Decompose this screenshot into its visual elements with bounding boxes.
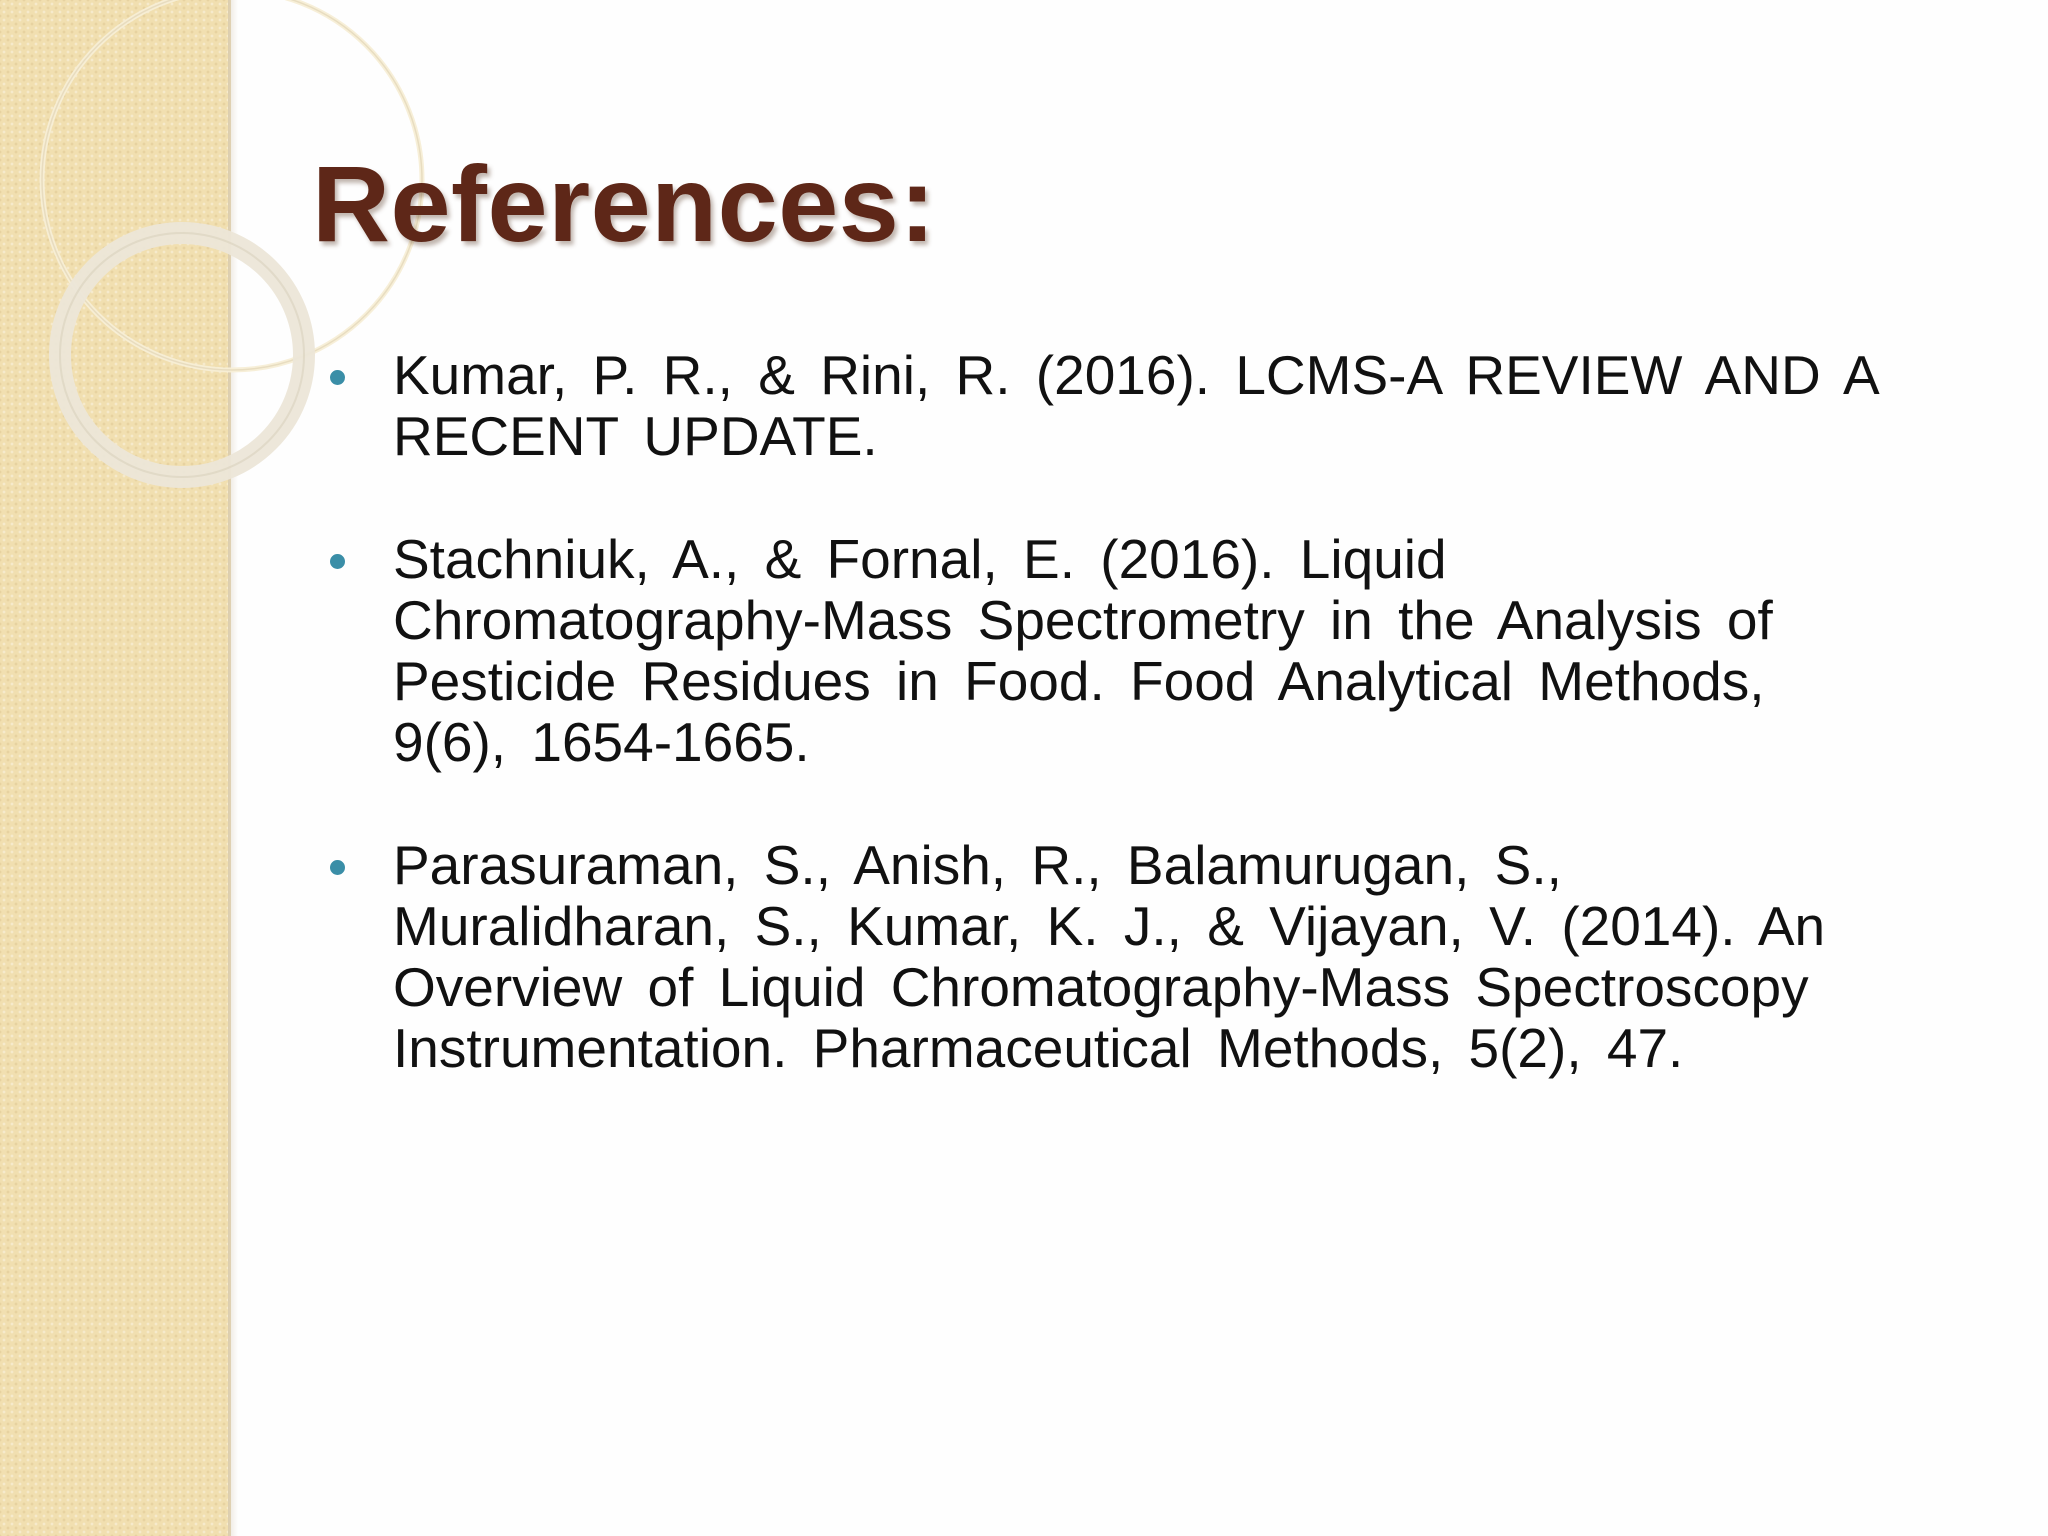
page-title: References: (312, 143, 936, 264)
list-item (330, 345, 1890, 467)
reference-text: Stachniuk, A., & Fornal, E. (2016). Liquid Chromatography-Mass Spectrometry in the Analysis of Pesticide Residues in Food. Food Analytical Methods, 9(6), 1654-1665. (393, 528, 1773, 773)
reference-text: Kumar, P. R., & Rini, R. (2016). LCMS-A REVIEW AND A RECENT UPDATE. (393, 344, 1877, 467)
list-item (330, 835, 1890, 1079)
bullet-icon (330, 554, 345, 569)
list-item (330, 529, 1890, 773)
bullet-icon (330, 370, 345, 385)
reference-list (330, 345, 1890, 1141)
reference-text: Parasuraman, S., Anish, R., Balamurugan, S., Muralidharan, S., Kumar, K. J., & Vijayan, V. (2014). An Overview of Liquid Chromatography-Mass Spectroscopy Instrumentation. Pharmaceutical Methods, 5(2), 47. (393, 834, 1826, 1079)
bullet-icon (330, 860, 345, 875)
